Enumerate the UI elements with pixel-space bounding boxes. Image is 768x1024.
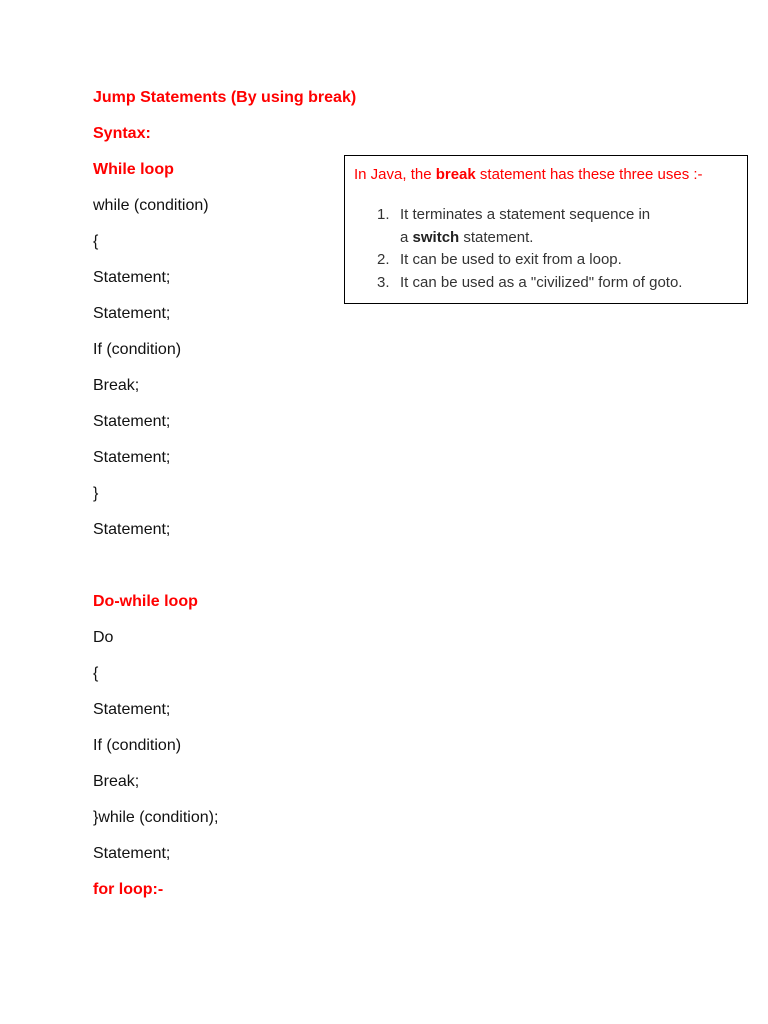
- while-line: Statement;: [93, 305, 171, 322]
- list-item-text: a: [400, 228, 413, 246]
- break-uses-callout: [344, 155, 748, 304]
- list-item-text: statement.: [459, 228, 534, 246]
- dowhile-line: Statement;: [93, 701, 171, 718]
- dowhile-line: Do: [93, 629, 114, 646]
- page-title: Jump Statements (By using break): [93, 89, 357, 106]
- while-line: Statement;: [93, 521, 171, 538]
- list-item: [345, 272, 720, 295]
- for-loop-heading: for loop:-: [93, 881, 164, 898]
- uses-list: [345, 204, 720, 294]
- list-item-text: It terminates a statement sequence in: [400, 206, 651, 223]
- while-line: Statement;: [93, 449, 171, 466]
- list-number: 3.: [377, 273, 390, 291]
- list-item: [345, 249, 720, 272]
- while-line: }: [93, 485, 99, 502]
- while-line: If (condition): [93, 341, 182, 358]
- while-line: Statement;: [93, 269, 171, 286]
- dowhile-line: }while (condition);: [93, 809, 219, 826]
- dowhile-line: Statement;: [93, 845, 171, 862]
- list-item: [345, 204, 720, 249]
- while-line: Statement;: [93, 413, 171, 430]
- callout-intro: [354, 165, 703, 185]
- list-item-text: It can be used as a "civilized" form of goto.: [400, 273, 683, 291]
- while-line: Break;: [93, 377, 140, 394]
- switch-keyword: switch: [412, 228, 460, 246]
- dowhile-line: {: [93, 665, 99, 682]
- list-number: 2.: [377, 251, 390, 268]
- syntax-label: Syntax:: [93, 125, 151, 142]
- while-line: {: [93, 233, 99, 250]
- do-while-loop-heading: Do-while loop: [93, 593, 198, 610]
- break-keyword: break: [435, 166, 476, 183]
- while-line: while (condition): [93, 197, 209, 214]
- dowhile-line: If (condition): [93, 737, 182, 754]
- dowhile-line: Break;: [93, 773, 140, 790]
- while-loop-heading: While loop: [93, 161, 174, 178]
- list-item-text: It can be used to exit from a loop.: [400, 251, 622, 268]
- intro-text: In Java, the: [354, 166, 436, 183]
- list-number: 1.: [377, 206, 390, 223]
- intro-text: statement has these three uses :-: [475, 166, 703, 183]
